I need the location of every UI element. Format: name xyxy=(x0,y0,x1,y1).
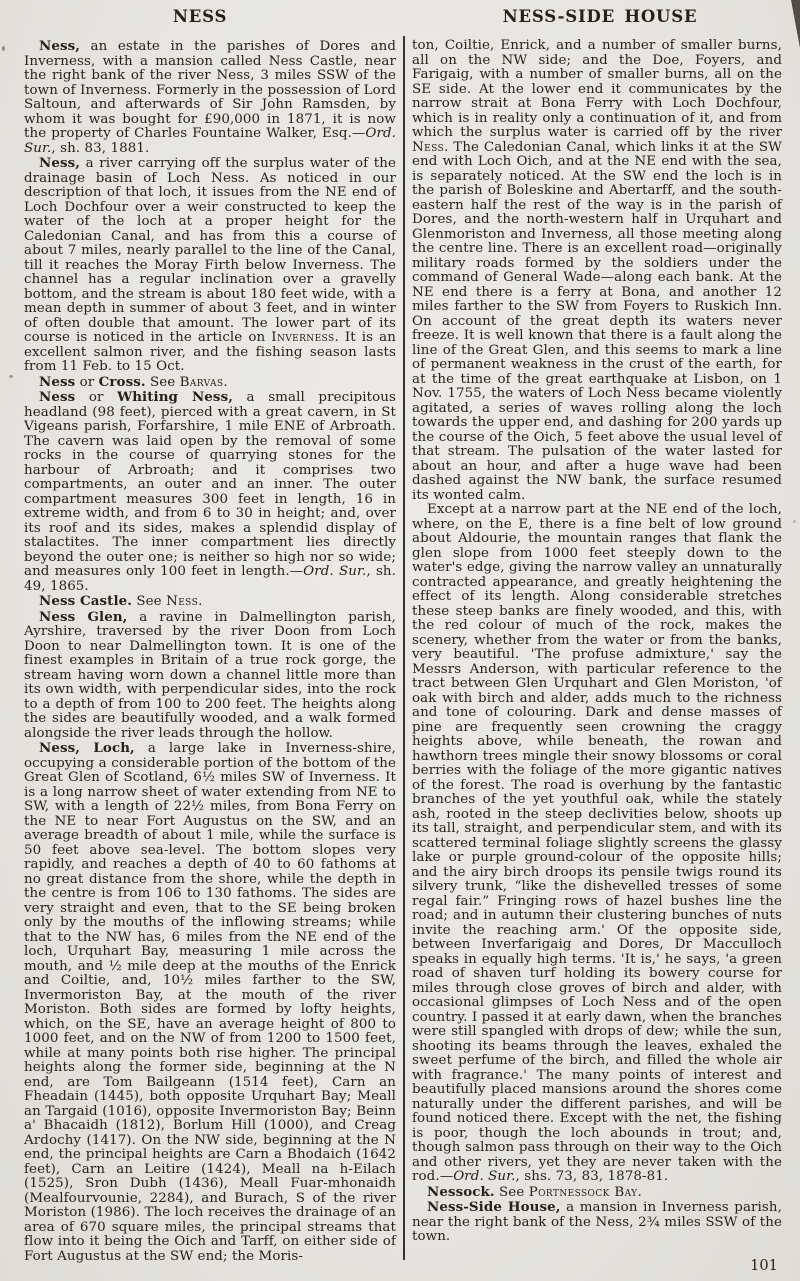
body-text: ton, Coiltie, Enrick, and a number of smaller burns, all on the NW side; and the Doe, Foyers, and Farigaig, with a number of smaller burns, all on the SE side. At the lower end it communicates by the narrow strait at Bona Ferry with Loch Dochfour, which is in reality only a continuation of it, and from which the surplus water is carried off by the river xyxy=(412,38,782,140)
entry-name: Ness-Side House, xyxy=(427,1199,561,1215)
cross-reference: Barvas xyxy=(179,374,224,390)
body-text: See xyxy=(494,1184,529,1200)
entry-paragraph xyxy=(412,39,782,503)
body-text: a mansion in Inverness parish, near the right bank of the Ness, 2¾ miles SSW of the town. xyxy=(412,1200,782,1244)
body-text: See xyxy=(132,594,167,609)
entry-paragraph xyxy=(24,741,396,1264)
entry-paragraph xyxy=(24,594,396,610)
source-citation: Ord. Sur. xyxy=(24,126,396,156)
entry-paragraph xyxy=(24,375,396,391)
entry-name: Ness, Loch, xyxy=(39,740,135,756)
running-head-right: NESS-SIDE HOUSE xyxy=(502,7,698,26)
body-text: . It is an excellent salmon river, and the fishing season lasts from 11 Feb. to 15 Oct. xyxy=(24,330,396,374)
entry-paragraph xyxy=(24,39,396,156)
entry-name: Ness Castle. xyxy=(39,593,133,609)
text-column-left xyxy=(24,39,396,1264)
scan-speck xyxy=(2,46,5,51)
entry-name: Nessock. xyxy=(427,1183,495,1200)
body-text: , sh. 83, 1881. xyxy=(51,140,150,156)
entry-name: Ness xyxy=(39,373,76,390)
entry-name: Ness, xyxy=(39,38,80,54)
scan-speck xyxy=(793,520,796,523)
running-head-left: NESS xyxy=(172,7,228,26)
body-text: . xyxy=(223,374,228,390)
body-text: . xyxy=(198,594,203,609)
body-text: a small precipitous headland (98 feet), pierced with a great cavern, in St Vigeans parish, Forfarshire, 1 mile ENE of Arbroath. The cavern was laid open by the removal of some rocks in the course of quarrying stones for the harbour of Arbroath; and it comprises two compartments, an outer and an inner. The outer compartment measures 300 feet in length, 16 in extreme width, and from 6 to 30 in height; and, over its roof and its sides, makes a splendid display of stalactites. The inner compartment lies directly beyond the outer one; is neither so high nor so wide; and measures only 100 feet in length.— xyxy=(24,390,396,579)
body-text: or xyxy=(75,374,99,390)
body-text: a ravine in Dalmellington parish, Ayrshire, traversed by the river Doon from Loch Doon to near Dalmellington town. It is one of the finest examples in Britain of a true rock gorge, the stream having worn down a channel little more than its own width, with perpendicular sides, into the rock to a depth of from 100 to 200 feet. The heights along the sides are beautifully wooded, and a walk formed alongside the river leads through the hollow. xyxy=(24,609,396,741)
body-text: See xyxy=(145,374,180,390)
entry-name: Cross. xyxy=(98,373,146,390)
body-text: , shs. 73, 83, 1878-81. xyxy=(515,1169,669,1184)
scan-speck xyxy=(9,375,13,378)
body-text: . xyxy=(637,1184,642,1200)
body-text: an estate in the parishes of Dores and Inverness, with a mansion called Ness Castle, near the right bank of the river Ness, 3 miles SSW of the town of Inverness. Formerly in the possession of Lord Saltoun, and afterwards of Sir John Ramsden, by whom it was bought for £90,000 in 1871, it is now the property of Charles Fountaine Walker, Esq.— xyxy=(24,39,396,141)
cross-reference: Ness xyxy=(166,594,199,609)
body-text: a large lake in Inverness-shire, occupying a considerable portion of the bottom of the Great Glen of Scotland, 6½ miles SW of Inverness. It is a long narrow sheet of water extending from NE to SW, with a length of 22½ miles, from Bona Ferry on the NE to near Fort Augustus on the SW, and an average breadth of about 1 mile, while the surface is 50 feet above sea-level. The bottom slopes very rapidly, and reaches a depth of 40 to 60 fathoms at no great distance from the shore, while the depth in the centre is from 106 to 130 fathoms. The sides are very straight and even, that to the SE being broken only by the mouths of the inflowing streams; while that to the NW has, 6 miles from the NE end of the loch, Urquhart Bay, measuring 1 mile across the mouth, and ½ mile deep at the mouths of the Enrick and Coiltie, and, 10½ miles farther to the SW, Invermoriston Bay, at the mouth of the river Moriston. Both sides are formed by lofty heights, which, on the SE, have an average height of 800 to 1000 feet, and on the NW of from 1200 to 1500 feet, while at many points both rise higher. The principal heights along the former side, beginning at the N end, are Tom Bailgeann (1514 feet), Carn an Fheadain (1445), both opposite Urquhart Bay; Meall an Targaid (1016), opposite Invermoriston Bay; Beinn a' Bhacaidh (1812), Borlum Hill (1000), and Creag Ardochy (1417). On the NW side, beginning at the N end, the principal heights are Carn a Bhodaich (1642 feet), Carn an Leitire (1424), Meall na h-Eilach (1525), Sron Dubh (1436), Meall Fuar-mhonaidh (Mealfourvounie, 2284), and Burach, S of the river Moriston (1986). The loch receives the drainage of an area of 670 square miles, the principal streams that flow into it being the Oich and Tarff, on either side of Fort Augustus at the SW end; the Moris- xyxy=(24,741,396,1264)
page-number: 101 xyxy=(750,1258,778,1274)
entry-paragraph xyxy=(24,610,396,742)
source-citation: Ord. Sur. xyxy=(453,1169,516,1184)
entry-paragraph xyxy=(412,1185,782,1201)
body-text: a river carrying off the surplus water of the drainage basin of Loch Ness. As noticed in our description of that loch, it issues from the NE end of Loch Dochfour over a weir constructed to keep the water of the loch at a proper height for the Caledonian Canal, and has from this a course of about 7 miles, nearly parallel to the line of the Canal, till it reaches the Moray Firth below Inverness. The channel has a regular inclination over a gravelly bottom, and the stream is about 180 feet wide, with a mean depth in summer of about 3 feet, and in winter of often double that amount. The lower part of its course is noticed in the article on xyxy=(24,156,396,345)
entry-paragraph xyxy=(412,1200,782,1245)
cross-reference: Inverness xyxy=(271,330,335,345)
cross-reference: Ness xyxy=(412,139,445,155)
entry-paragraph xyxy=(412,503,782,1185)
entry-name: Ness, xyxy=(39,155,80,171)
entry-name: Ness xyxy=(39,389,76,405)
entry-paragraph xyxy=(24,156,396,375)
body-text: . The Caledonian Canal, which links it at the SW end with Loch Oich, and at the NE end with the sea, is separately noticed. At the SW end the loch is in the parish of Boleskine and Abertarff, and the south-eastern half the rest of the way is in the parish of Dores, and the north-western half in Urquhart and Glenmoriston and Inverness, all those meeting along the centre line. There is an excellent road—originally military roads formed by the soldiers under the command of General Wade—along each bank. At the NE end there is a ferry at Bona, and another 12 miles farther to the SW from Foyers to Ruskich Inn. On account of the great depth its waters never freeze. It is well known that there is a fault along the line of the Great Glen, and this seems to mark a line of permanent weakness in the crust of the earth, for at the time of the great earthquake at Lisbon, on 1 Nov. 1755, the waters of Loch Ness became violently agitated, a series of waves rolling along the loch towards the upper end, and dashing for 200 yards up the course of the Oich, 5 feet above the usual level of that stream. The pulsation of the water lasted for about an hour, and after a huge wave had been dashed against the NW bank, the surface resumed its wonted calm. xyxy=(412,139,782,503)
entry-paragraph xyxy=(24,390,396,594)
column-divider-rule xyxy=(403,36,405,1260)
cross-reference: Portnessock Bay xyxy=(528,1184,638,1200)
source-citation: Ord. Sur. xyxy=(303,564,367,579)
body-text: Except at a narrow part at the NE end of the loch, where, on the E, there is a fine belt of low ground about Aldourie, the mountain ranges that flank the glen slope from 1000 feet steeply down to the water's edge, giving the narrow valley an unnaturally contracted appearance, and greatly heightening the effect of its length. Along considerable stretches these steep banks are finely wooded, and this, with the red colour of much of the rock, makes the scenery, whether from the water or from the banks, very beautiful. 'The profuse admixture,' say the Messrs Anderson, with particular reference to the tract between Glen Urquhart and Glen Moriston, 'of oak with birch and alder, adds much to the richness and tone of colouring. Dark and dense masses of pine are frequently seen crowning the craggy heights above, while beneath, the rowan and hawthorn trees mingle their snowy blossoms or coral berries with the foliage of the more gigantic natives of the forest. The road is overhung by the fantastic branches of the yet youthful oak, while the stately ash, rooted in the steep declivities below, shoots up its tall, straight, and perpendicular stem, and with its scattered terminal foliage slightly screens the glassy lake or purple ground-colour of the opposite hills; and the airy birch droops its pensile twigs round its silvery trunk, “like the dishevelled tresses of some regal fair.” Fringing rows of hazel bushes line the road; and in autumn their clustering bunches of nuts invite the reaching arm.' Of the opposite side, between Inverfarigaig and Dores, Dr Macculloch speaks in equally high terms. 'It is,' he says, 'a green road of shaven turf holding its bowery course for miles through close groves of birch and alder, with occasional glimpses of Loch Ness and of the open country. I passed it at early dawn, when the branches were still spangled with drops of dew; while the sun, shooting its beams through the leaves, exhaled the sweet perfume of the birch, and filled the whole air with fragrance.' The many points of interest and beautifully placed mansions around the shores come naturally under the different parishes, and will be found noticed there. Except with the net, the fishing is poor, though the loch abounds in trout; and, though salmon pass through on their way to the Oich and other rivers, yet they are never taken with the rod.— xyxy=(412,502,782,1184)
entry-name: Whiting Ness, xyxy=(117,389,233,405)
body-text: , sh. 49, 1865. xyxy=(24,564,396,594)
text-column-right xyxy=(412,39,782,1245)
body-text: or xyxy=(75,390,118,405)
entry-name: Ness Glen, xyxy=(39,608,128,625)
